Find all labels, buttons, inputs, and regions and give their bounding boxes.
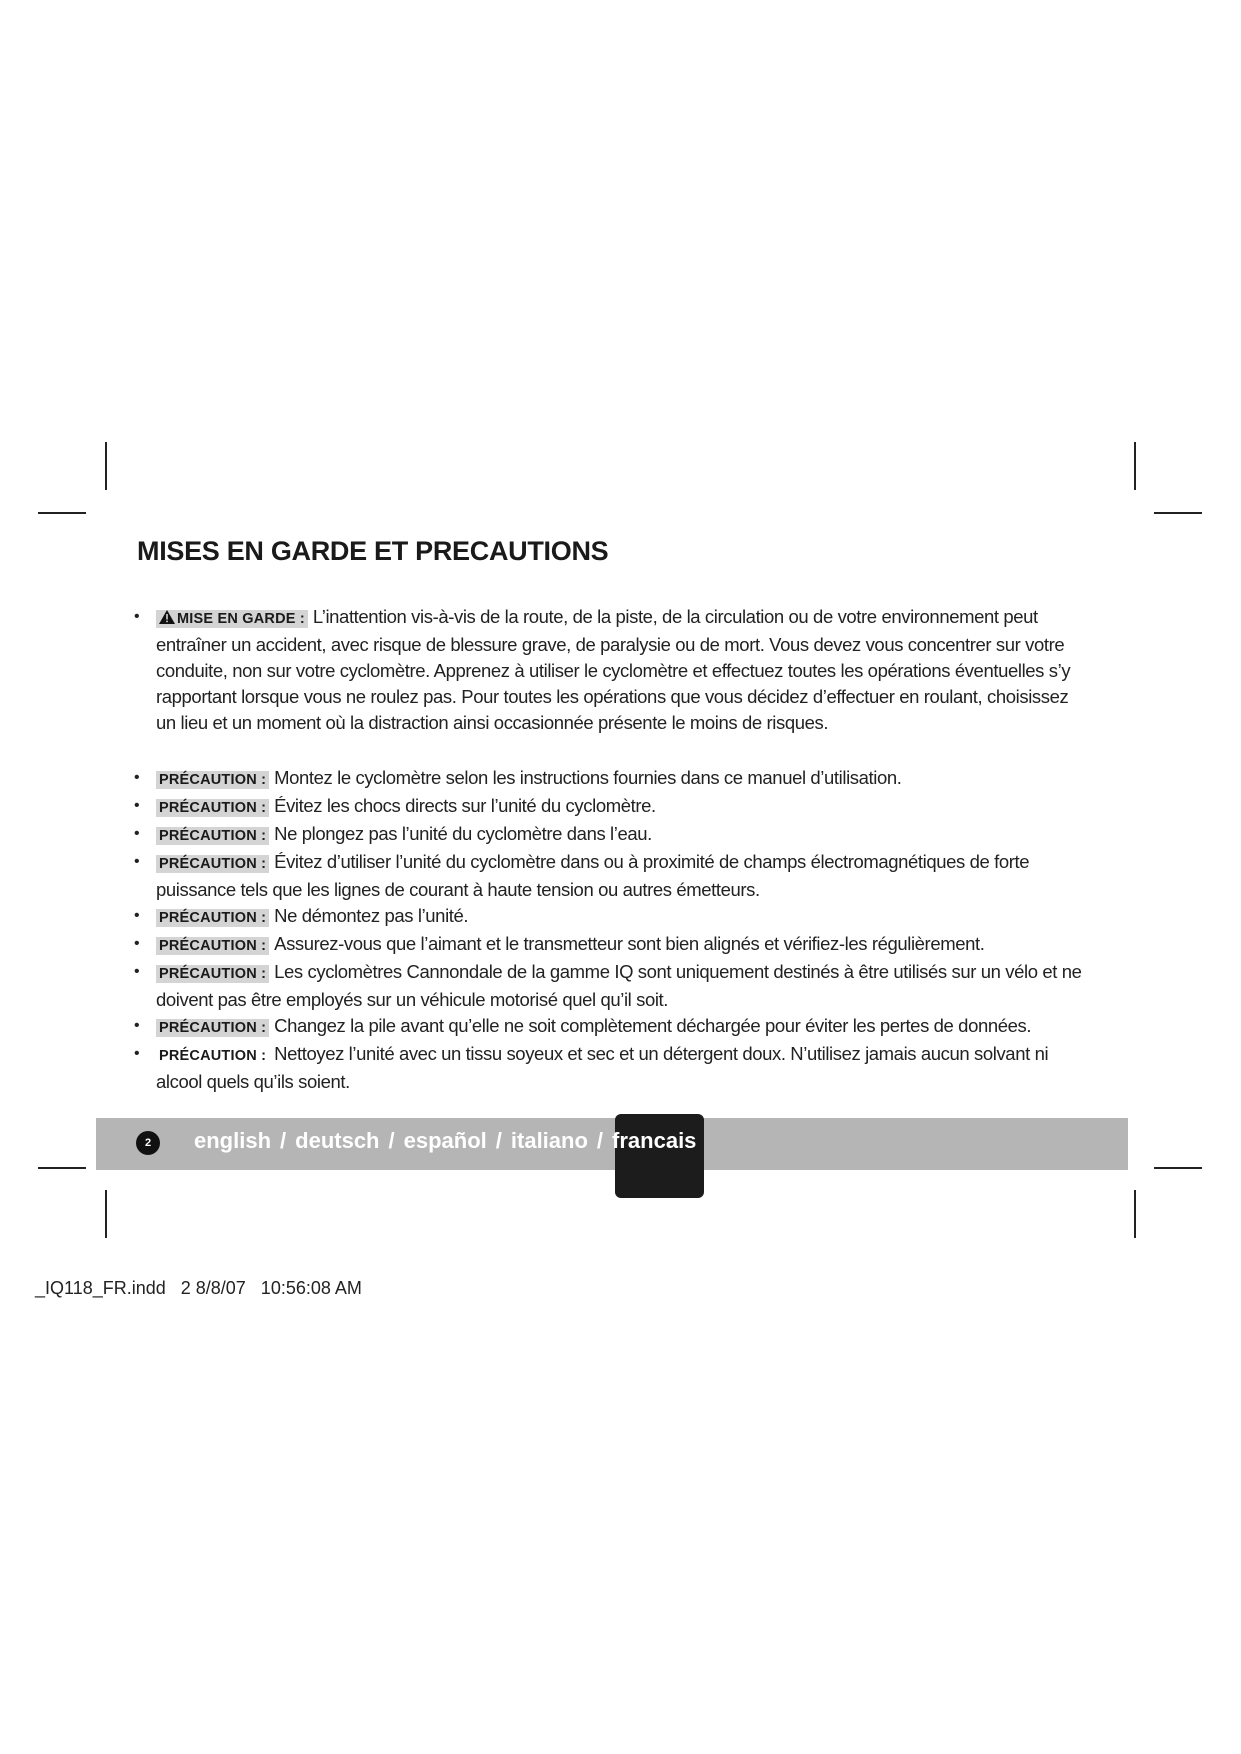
warning-item xyxy=(134,604,1084,736)
list-item xyxy=(134,1041,1084,1095)
list-item xyxy=(134,765,1084,793)
lang-link-francais[interactable]: francais xyxy=(612,1128,697,1153)
precaution-label: PRÉCAUTION : xyxy=(156,1019,269,1037)
precautions-list xyxy=(134,604,1084,1095)
precaution-text: Nettoyez l’unité avec un tissu soyeux et sec et un détergent doux. N’utilisez jamais aucun solvant ni alcool quels qu’ils soient. xyxy=(156,1043,1049,1092)
precaution-text: Montez le cyclomètre selon les instructions fournies dans ce manuel d’utilisation. xyxy=(274,767,902,788)
page-number-badge: 2 xyxy=(136,1131,160,1155)
crop-mark xyxy=(38,512,86,514)
lang-separator: / xyxy=(495,1128,502,1153)
page-title: MISES EN GARDE ET PRECAUTIONS xyxy=(137,536,609,566)
warning-triangle-icon xyxy=(159,610,175,624)
precaution-label: PRÉCAUTION : xyxy=(156,771,269,789)
spacer xyxy=(134,736,1084,765)
lang-separator: / xyxy=(596,1128,604,1153)
precaution-label: PRÉCAUTION : xyxy=(156,909,269,927)
list-item xyxy=(134,849,1084,903)
warning-label: MISE EN GARDE : xyxy=(177,611,305,627)
print-slug-line: _IQ118_FR.indd 2 8/8/07 10:56:08 AM xyxy=(35,1278,362,1298)
list-item xyxy=(134,903,1084,931)
precaution-label: PRÉCAUTION : xyxy=(159,1048,267,1064)
crop-mark xyxy=(1134,1190,1136,1238)
crop-mark xyxy=(105,1190,107,1238)
precaution-text: Évitez les chocs directs sur l’unité du cyclomètre. xyxy=(274,795,656,816)
list-item xyxy=(134,821,1084,849)
lang-separator: / xyxy=(280,1128,287,1153)
precaution-label: PRÉCAUTION : xyxy=(156,965,269,983)
crop-mark xyxy=(1134,442,1136,490)
crop-mark xyxy=(38,1167,86,1169)
warning-label-badge xyxy=(156,610,308,628)
precaution-text: Assurez-vous que l’aimant et le transmetteur sont bien alignés et vérifiez-les régulièrement. xyxy=(274,933,985,954)
list-item xyxy=(134,793,1084,821)
active-language-tab xyxy=(615,1114,704,1198)
precaution-label: PRÉCAUTION : xyxy=(156,937,269,955)
lang-link-italiano[interactable]: italiano xyxy=(510,1128,588,1153)
lang-link-deutsch[interactable]: deutsch xyxy=(295,1128,380,1153)
lang-separator: / xyxy=(388,1128,395,1153)
list-item xyxy=(134,959,1084,1013)
lang-link-espanol[interactable]: español xyxy=(403,1128,487,1153)
list-item xyxy=(134,1013,1084,1041)
list-item xyxy=(134,931,1084,959)
precaution-text: Changez la pile avant qu’elle ne soit complètement déchargée pour éviter les pertes de données. xyxy=(274,1015,1032,1036)
precaution-label: PRÉCAUTION : xyxy=(156,855,269,873)
precaution-label: PRÉCAUTION : xyxy=(156,799,269,817)
crop-mark xyxy=(105,442,107,490)
crop-mark xyxy=(1154,512,1202,514)
language-nav xyxy=(194,1128,696,1154)
precaution-text: Les cyclomètres Cannondale de la gamme IQ sont uniquement destinés à être utilisés sur un vélo et ne doivent pas être employés sur un véhicule motorisé quel qu’il soit. xyxy=(156,961,1082,1010)
precaution-text: Ne plongez pas l’unité du cyclomètre dans l’eau. xyxy=(274,823,652,844)
precaution-label: PRÉCAUTION : xyxy=(156,827,269,845)
precaution-text: Évitez d’utiliser l’unité du cyclomètre dans ou à proximité de champs électromagnétiques de forte puissance tels que les lignes de courant à haute tension ou autres émetteurs. xyxy=(156,851,1030,900)
crop-mark xyxy=(1154,1167,1202,1169)
lang-link-english[interactable]: english xyxy=(194,1128,272,1153)
warning-text: L’inattention vis-à-vis de la route, de la piste, de la circulation ou de votre environnement peut entraîner un accident, avec risque de blessure grave, de paralysie ou de mort. Vous devez vous concentrer sur votre conduite, non sur votre cyclomètre. Apprenez à utiliser le cyclomètre et effectuez toutes les opérations éventuelles s’y rapportant lorsque vous ne roulez pas. Pour toutes les opérations que vous décidez d’effectuer en roulant, choisissez un lieu et un moment où la distraction ainsi occasionnée présente le moins de risques. xyxy=(156,606,1071,733)
precaution-text: Ne démontez pas l’unité. xyxy=(274,905,469,926)
